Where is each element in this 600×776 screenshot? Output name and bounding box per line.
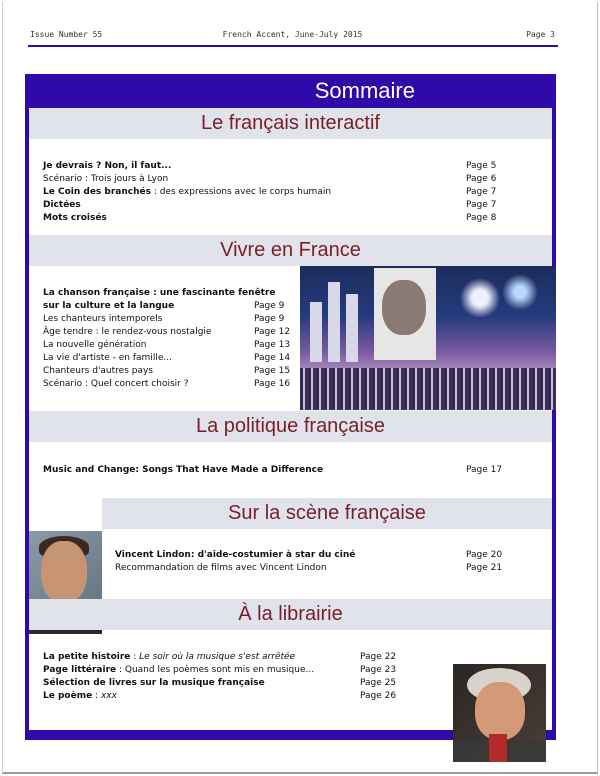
toc-entry[interactable]: Scénario : Quel concert choisir ? [43,379,189,389]
issue-number: Issue Number 55 [30,30,103,39]
toc-page: Page 21 [466,563,503,573]
toc-page: Page 17 [466,465,503,475]
toc-entry[interactable]: La nouvelle génération [43,340,147,350]
toc-page: Page 7 [466,200,497,210]
toc-page: Page 12 [254,327,291,337]
toc-entry[interactable]: Mots croisés [43,213,107,223]
page-header [30,30,555,46]
section-heading-text: À la librairie [238,603,343,625]
toc-page: Page 6 [466,174,497,184]
toc-entry[interactable]: Dictées [43,200,81,210]
section-heading [29,108,552,139]
toc-page: Page 7 [466,187,497,197]
section-heading [102,498,552,529]
section-heading [29,599,552,630]
toc-entry[interactable]: Les chanteurs intemporels [43,314,163,324]
sommaire-title: Sommaire [314,78,415,103]
section-heading-text: Sur la scène française [228,502,426,524]
toc-entry[interactable]: Je devrais ? Non, il faut... [43,161,172,171]
toc-entry[interactable]: La petite histoire : Le soir où la musique s'est arrêtée [43,652,296,662]
section-heading-text: La politique française [195,415,385,437]
concert-photo [300,266,556,410]
toc-page: Page 25 [360,678,397,688]
toc-page: Page 20 [466,550,503,560]
sommaire-box [25,74,556,740]
toc-page: Page 13 [254,340,291,350]
toc-page: Page 23 [360,665,397,675]
toc-entry[interactable]: Âge tendre : le rendez-vous nostalgie [43,327,212,337]
sommaire-content [29,108,552,730]
toc-page: Page 5 [466,161,497,171]
section-heading-text: Le français interactif [201,112,380,134]
toc-entry[interactable]: La vie d'artiste - en famille... [43,353,172,363]
toc-page: Page 22 [360,652,397,662]
toc-entry[interactable]: sur la culture et la langue [43,301,175,311]
toc-page: Page 9 [254,314,285,324]
toc-entry[interactable]: Recommandation de films avec Vincent Lindon [115,563,327,573]
toc-page: Page 15 [254,366,291,376]
toc-page: Page 8 [466,213,497,223]
section-heading [29,235,552,266]
toc-entry[interactable]: Chanteurs d'autres pays [43,366,153,376]
section-heading-text: Vivre en France [220,239,361,261]
publication-title: French Accent, June-July 2015 [222,30,363,39]
toc-page: Page 26 [360,691,397,701]
toc-entry[interactable]: Scénario : Trois jours à Lyon [43,174,169,184]
toc-entry[interactable]: Le Coin des branchés : des expressions avec le corps humain [43,187,332,197]
header-rule [28,45,558,47]
toc-entry[interactable]: Page littéraire : Quand les poèmes sont mis en musique... [43,665,315,675]
toc-page: Page 9 [254,301,285,311]
page-number: Page 3 [526,30,555,39]
toc-entry[interactable]: Vincent Lindon: d'aide-costumier à star du ciné [115,550,356,560]
section-heading [29,411,552,442]
toc-entry[interactable]: La chanson française : une fascinante fenêtre [43,288,276,298]
renaud-photo [453,664,546,762]
toc-entry[interactable]: Le poème : xxx [43,691,117,701]
toc-entry[interactable]: Music and Change: Songs That Have Made a Difference [43,465,324,475]
toc-entry[interactable]: Sélection de livres sur la musique française [43,678,265,688]
toc-page: Page 14 [254,353,291,363]
toc-page: Page 16 [254,379,291,389]
